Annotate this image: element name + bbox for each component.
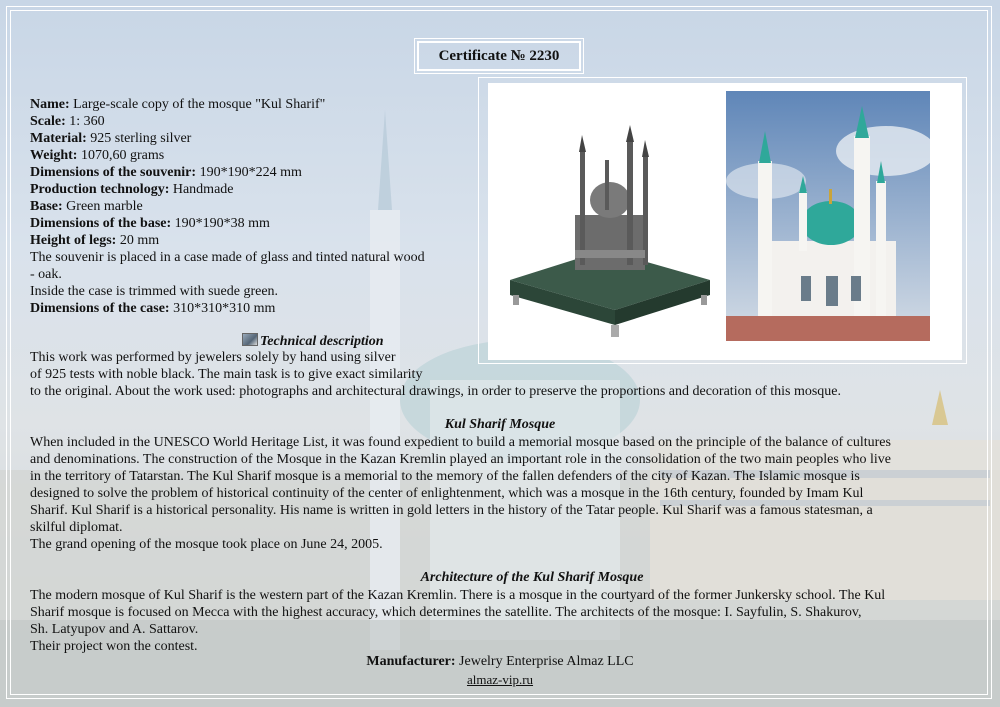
case-note-line2: - oak. xyxy=(30,267,62,282)
tech-heading: Technical description xyxy=(242,333,384,350)
spec-weight: Weight: 1070,60 grams xyxy=(30,148,165,163)
spec-case-dimensions: Dimensions of the case: 310*310*310 mm xyxy=(30,301,276,316)
spec-name: Name: Large-scale copy of the mosque "Kul Sharif" xyxy=(30,97,326,112)
spec-souvenir-dimensions: Dimensions of the souvenir: 190*190*224 mm xyxy=(30,165,302,180)
kul-sharif-photo xyxy=(726,91,930,341)
certificate-title: Certificate № 2230 xyxy=(417,41,581,71)
spec-production: Production technology: Handmade xyxy=(30,182,234,197)
website-link[interactable]: almaz-vip.ru xyxy=(466,672,534,687)
case-note-trim: Inside the case is trimmed with suede green. xyxy=(30,284,279,299)
architecture-text: The modern mosque of Kul Sharif is the western part of the Kazan Kremlin. There is a mosque in the courtyard of the former Junkersky school. The Kul Sharif mosque is focused on Mecca with the highest accuracy, which determines the satellite. The architects of the mosque: I. Sayfulin, S. Shakurov, Sh. Latyupov and A. Sattarov. Their project won the contest. xyxy=(30,588,886,654)
spec-material: Material: 925 sterling silver xyxy=(30,131,192,146)
spec-base: Base: Green marble xyxy=(30,199,143,214)
silver-model-image xyxy=(505,120,715,350)
tech-description: This work was performed by jewelers solely by hand using silver of 925 tests with noble black. The main task is to give exact similarity to the original. About the work used: photographs and architectural drawings, in order to preserve the proportions and decoration of this mosque. xyxy=(30,350,842,399)
manufacturer: Manufacturer: Jewelry Enterprise Almaz LLC xyxy=(366,654,634,669)
case-note-line1: The souvenir is placed in a case made of glass and tinted natural wood xyxy=(30,250,425,265)
spec-base-dimensions: Dimensions of the base: 190*190*38 mm xyxy=(30,216,270,231)
architecture-heading: Architecture of the Kul Sharif Mosque xyxy=(420,570,644,585)
kul-sharif-heading: Kul Sharif Mosque xyxy=(444,417,556,432)
specifications xyxy=(30,96,470,317)
spec-scale: Scale: 1: 360 xyxy=(30,114,105,129)
kul-sharif-text: When included in the UNESCO World Heritage List, it was found expedient to build a memorial mosque based on the principle of the balance of cultures and denominations. The construction of the Mosque in the Kazan Kremlin played an important role in the consolidation of the two main peoples who live in the territory of Tatarstan. The Kul Sharif mosque is a memorial to the memory of the fallen defenders of the city of Kazan. The Islamic mosque is designed to solve the problem of historical continuity of the center of enlightenment, which was a mosque in the 16th century, founded by Imam Kul Sharif. Kul Sharif is a historical personality. His name is written in gold letters in the history of the Tatar people. Kul Sharif was a famous statesman, a skilful diplomat. The grand opening of the mosque took place on June 24, 2005. xyxy=(30,435,891,552)
image-icon xyxy=(242,333,258,346)
spec-legs-height: Height of legs: 20 mm xyxy=(30,233,160,248)
